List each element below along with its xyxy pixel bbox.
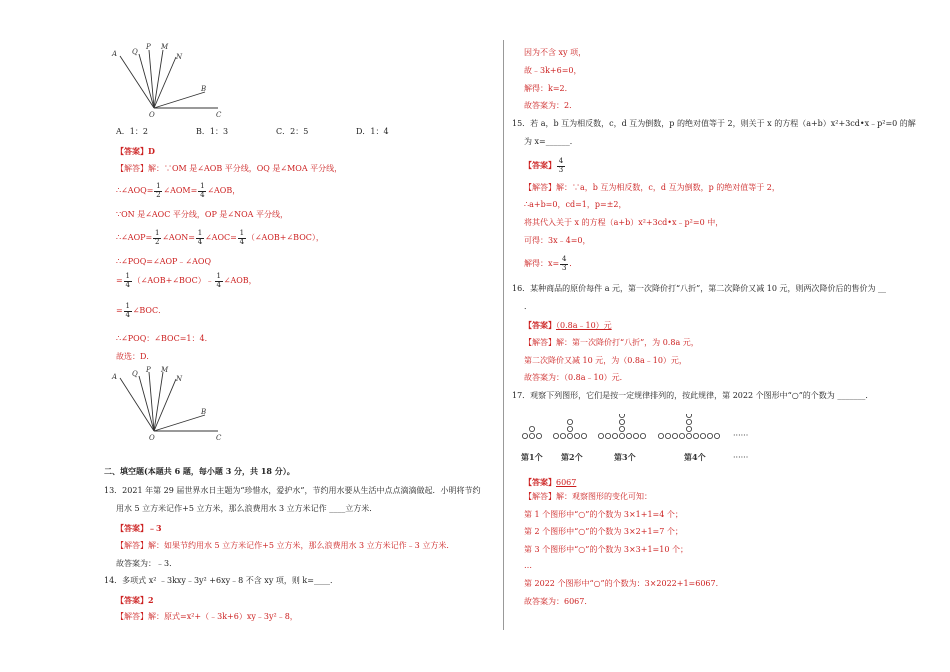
q16-line-1: 16．某种商品的原价每件 a 元，第一次降价打“八折”，第二次降价又减 10 元，则两次降价后的售价为 __ — [512, 284, 887, 293]
solution-line-6: = $\frac{1}{4}$ （∠AOB+∠BOC）﹣ $\frac{1}{4}$ ∠AOB， — [116, 272, 257, 289]
q16-solution-1: 【解答】解：第一次降价打“八折”，为 0.8a 元， — [524, 338, 699, 347]
q13-answer: 【答案】﹣3 — [116, 523, 162, 533]
q17-solution-1: 【解答】解：观察图形的变化可知： — [524, 492, 652, 501]
label-C: C — [216, 111, 222, 119]
pattern-label-1: 第1个 — [521, 452, 543, 462]
q13-final: 故答案为：﹣3． — [116, 559, 178, 568]
answer-d: 【答案】D — [116, 146, 155, 156]
q17-solution-2: 第 1 个图形中“○”的个数为 3×1+1=4 个； — [524, 510, 683, 519]
q14-solution: 【解答】解：原式=x²+（﹣3k+6）xy﹣3y²﹣8， — [116, 612, 298, 621]
pattern-ellipsis-2: ······ — [733, 453, 749, 462]
pattern-label-4: 第4个 — [684, 452, 706, 462]
label-P: P — [146, 366, 151, 374]
label-N: N — [176, 375, 183, 383]
label-B: B — [201, 85, 207, 93]
q15-answer: 【答案】 $\frac{4}{3}$ — [524, 157, 564, 174]
label-M: M — [161, 43, 169, 51]
q17-answer: 【答案】6067 — [524, 477, 577, 487]
q17-solution-5: … — [524, 561, 532, 570]
q13-solution: 【解答】解：如果节约用水 5 立方米记作+5 立方米，那么浪费用水 3 立方米记作﹣3 立方米． — [116, 541, 455, 550]
pattern-label-3: 第3个 — [614, 452, 636, 462]
q16-answer: 【答案】（0.8a﹣10）元 — [524, 320, 612, 330]
label-Q: Q — [132, 48, 138, 56]
q15-line-2: 为 x=______． — [524, 137, 578, 146]
q14-cont-4: 故答案为：2． — [524, 101, 578, 110]
q17-solution-3: 第 2 个图形中“○”的个数为 3×2+1=7 个； — [524, 527, 683, 536]
option-c: C．2：5 — [276, 127, 309, 136]
option-b: B．1：3 — [196, 127, 229, 136]
pattern-label-2: 第2个 — [561, 452, 583, 462]
pattern-ellipsis-1: ······ — [733, 431, 749, 440]
label-M: M — [161, 366, 169, 374]
q14-answer: 【答案】2 — [116, 595, 154, 605]
q15-solution-3: 将其代入关于 x 的方程（a+b）x²+3cd•x﹣p²=0 中， — [524, 218, 724, 227]
solution-line-1: 【解答】解：∵OM 是∠AOB 平分线，OQ 是∠MOA 平分线， — [116, 164, 343, 173]
q17-solution-4: 第 3 个图形中“○”的个数为 3×3+1=10 个； — [524, 545, 688, 554]
solution-line-9: 故选：D． — [116, 352, 155, 361]
label-A: A — [112, 50, 118, 58]
solution-line-5: ∴∠POQ=∠AOP﹣∠AOQ — [116, 257, 212, 266]
circle-pattern-figure — [518, 414, 758, 466]
solution-line-2: ∴∠AOQ= $\frac{1}{2}$ ∠AOM= $\frac{1}{4}$ ∠AOB， — [116, 182, 241, 199]
q16-solution-3: 故答案为：（0.8a﹣10）元． — [524, 373, 628, 382]
q15-solution-1: 【解答】解：∵a，b 互为相反数，c，d 互为倒数，p 的绝对值等于 2， — [524, 183, 780, 192]
label-N: N — [176, 53, 183, 61]
q15-line-1: 15．若 a，b 互为相反数，c，d 互为倒数，p 的绝对值等于 2，则关于 x 的方程（a+b）x²+3cd•x﹣p²=0 的解 — [512, 119, 916, 128]
q13-line-2: 用水 5 立方米记作+5 立方米，那么浪费用水 3 立方米记作 ____立方米． — [116, 504, 378, 513]
section-2-title: 二、填空题(本题共 6 题，每小题 3 分，共 18 分）。 — [104, 466, 295, 476]
q14-cont-2: 故﹣3k+6=0， — [524, 66, 582, 75]
q17-solution-6: 第 2022 个图形中“○”的个数为：3×2022+1=6067． — [524, 579, 724, 588]
q15-solution-4: 可得：3x﹣4=0， — [524, 236, 591, 245]
column-divider — [503, 40, 504, 630]
q16-line-2: ． — [524, 302, 532, 311]
solution-line-4: ∴∠AOP= $\frac{1}{2}$ ∠AON= $\frac{1}{4}$ ∠AOC= $\frac{1}{4}$ （∠AOB+∠BOC）， — [116, 229, 324, 246]
q14-cont-1: 因为不含 xy 项， — [524, 48, 587, 57]
label-Q: Q — [132, 370, 138, 378]
q15-solution-5: 解得：x= $\frac{4}{3}$ ． — [524, 255, 578, 272]
solution-line-8: ∴∠POQ：∠BOC=1：4． — [116, 334, 213, 343]
label-B: B — [201, 408, 207, 416]
solution-line-3: ∵ON 是∠AOC 平分线，OP 是∠NOA 平分线， — [116, 210, 288, 219]
solution-line-7: = $\frac{1}{4}$ ∠BOC． — [116, 302, 167, 319]
label-O: O — [149, 434, 155, 442]
option-d: D．1：4 — [356, 127, 389, 136]
angle-figure-mid — [108, 364, 228, 444]
q17-solution-7: 故答案为：6067． — [524, 597, 593, 606]
label-A: A — [112, 373, 118, 381]
q14-text: 14．多项式 x² ﹣3kxy﹣3y² +6xy﹣8 不含 xy 项，则 k=____． — [104, 576, 338, 585]
q15-solution-2: ∴a+b=0，cd=1，p=±2， — [524, 200, 627, 209]
q17-text: 17．观察下列图形，它们是按一定规律排列的，按此规律，第 2022 个图形中“○”的个数为 _______． — [512, 391, 874, 400]
label-O: O — [149, 111, 155, 119]
label-C: C — [216, 434, 222, 442]
q16-solution-2: 第二次降价又减 10 元，为（0.8a﹣10）元， — [524, 356, 687, 365]
angle-figure-top — [108, 42, 228, 120]
q14-cont-3: 解得：k=2． — [524, 84, 573, 93]
label-P: P — [146, 43, 151, 51]
option-a: A．1：2 — [116, 127, 148, 136]
q13-line-1: 13．2021 年第 29 届世界水日主题为“珍惜水，爱护水”，节约用水要从生活中点点滴滴做起．小明将节约 — [104, 486, 481, 495]
